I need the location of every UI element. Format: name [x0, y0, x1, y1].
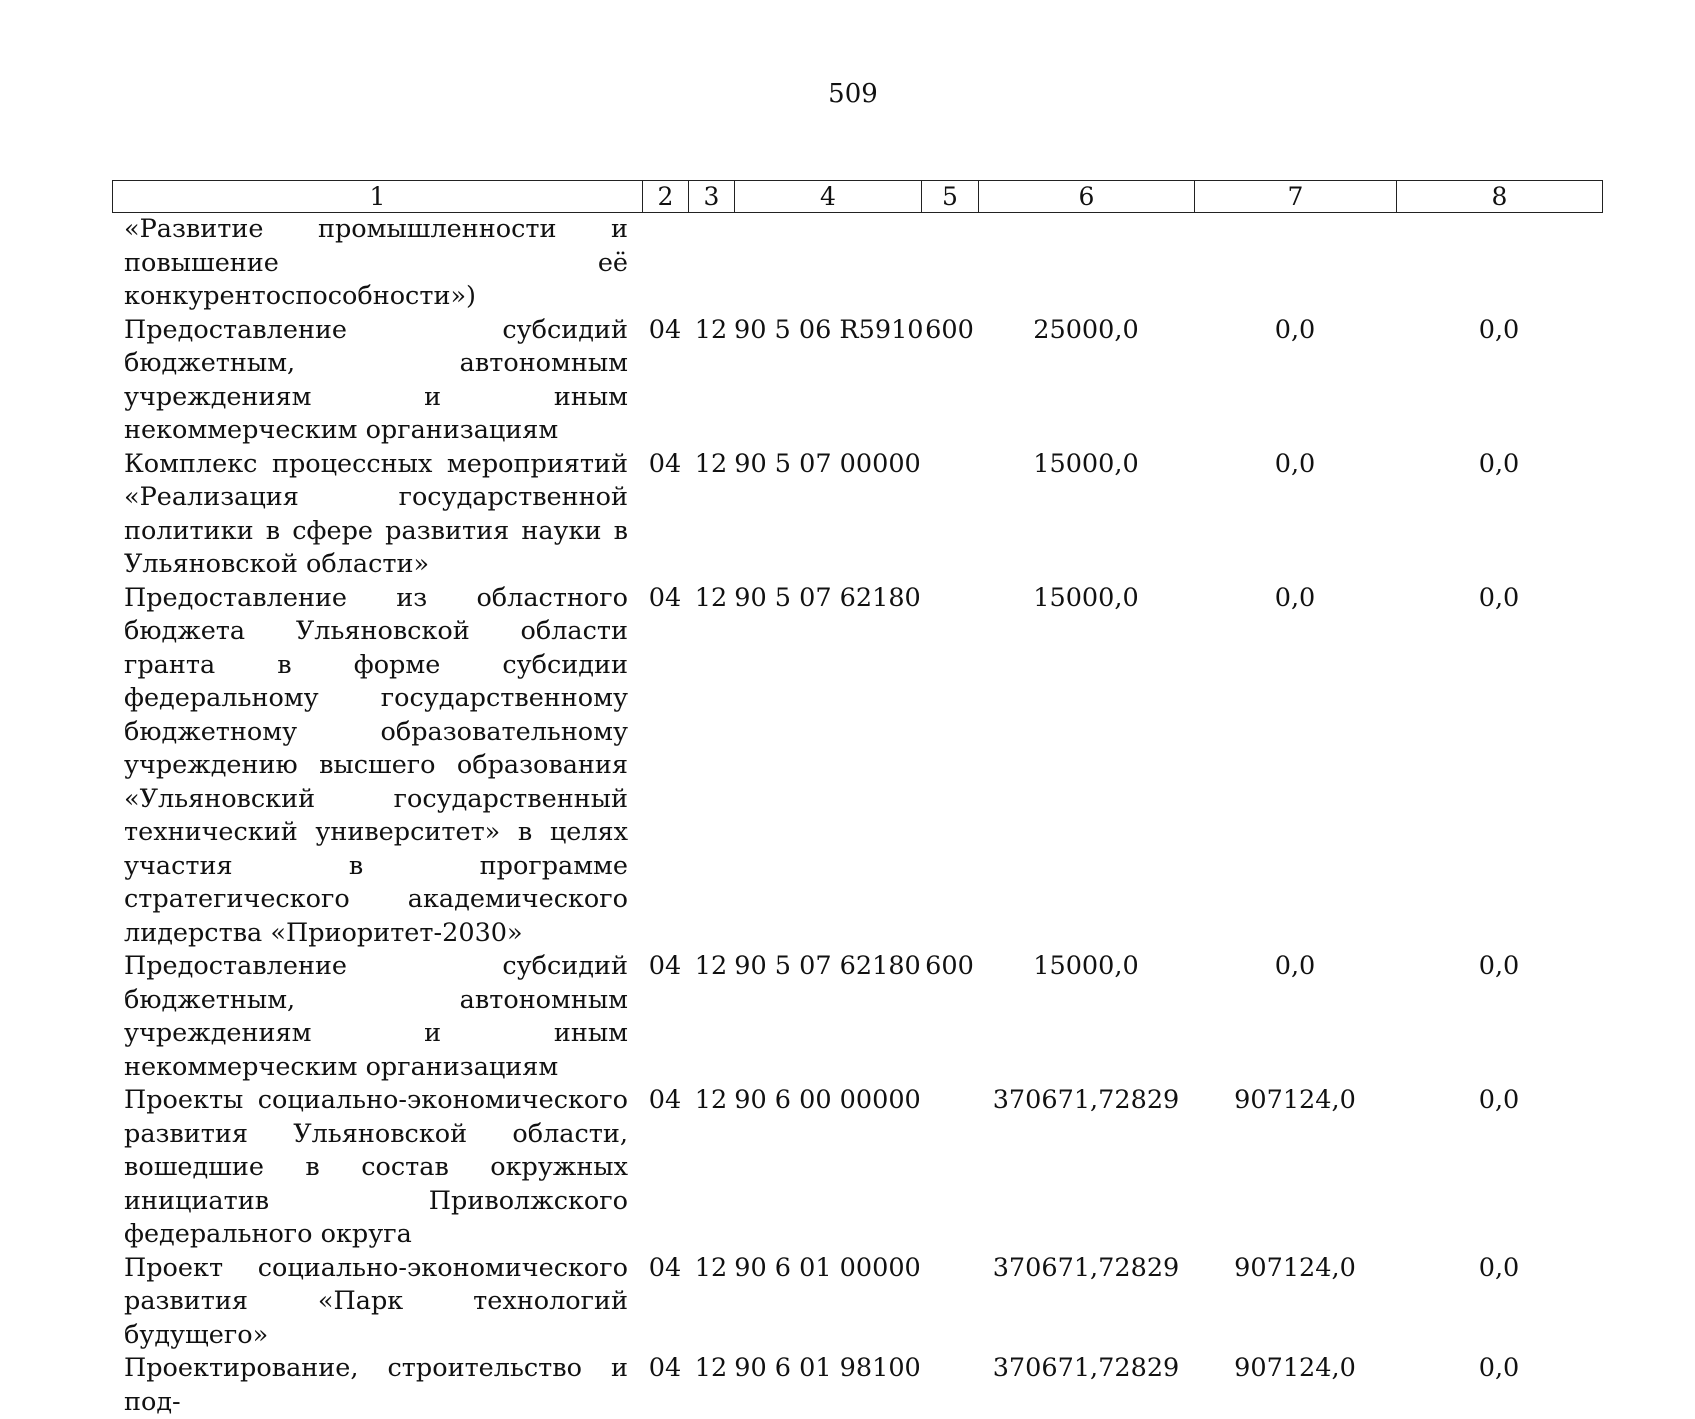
row-amount-7 [1194, 213, 1396, 314]
row-section: 04 [648, 582, 682, 613]
table-row [112, 448, 1602, 582]
row-expense-type: 600 [925, 314, 974, 345]
row-target-code: 90 6 01 98100 [734, 1353, 921, 1383]
row-expense-type [921, 448, 978, 582]
row-target-code: 90 5 07 00000 [734, 448, 921, 479]
row-amount-8: 0,0 [1478, 1252, 1520, 1283]
table-row [112, 314, 1602, 448]
row-name: Предоставление из областного бюджета Ульяновской области гранта в форме субсидии федеральному государственному бюджетному образовательному учреждению высшего образования «Ульяновский государственный технический университет» в целях участия в программе стратегического академического лидерства «Приоритет-2030» [124, 582, 628, 948]
table-header [112, 180, 1603, 213]
row-amount-6 [978, 213, 1194, 314]
row-target-code: 90 6 01 00000 [734, 1252, 921, 1283]
row-amount-6: 15000,0 [1033, 951, 1139, 981]
row-expense-type [921, 1252, 978, 1353]
row-amount-6: 15000,0 [1033, 448, 1139, 479]
row-amount-7: 0,0 [1274, 951, 1316, 981]
row-name: «Развитие промышленности и повышение её конкурентоспособности») [124, 214, 628, 311]
row-amount-6: 15000,0 [1033, 582, 1139, 613]
row-expense-type [921, 582, 978, 951]
column-header-3: 3 [689, 181, 735, 213]
row-name: Предоставление субсидий бюджетным, автономным учреждениям и иным некоммерческим организациям [124, 951, 628, 1082]
row-amount-6: 370671,72829 [992, 1085, 1180, 1115]
row-section [642, 213, 688, 314]
column-header-2: 2 [643, 181, 689, 213]
row-target-code: 90 5 07 62180 [734, 951, 921, 981]
row-target-code: 90 6 00 00000 [734, 1085, 921, 1115]
row-expense-type [921, 1084, 978, 1252]
row-amount-8: 0,0 [1478, 448, 1520, 479]
table-row [112, 1252, 1602, 1353]
row-amount-8 [1396, 213, 1602, 314]
row-section: 04 [648, 1353, 682, 1383]
table-body [112, 213, 1602, 1419]
row-amount-7: 907124,0 [1234, 1085, 1356, 1115]
table-row [112, 1084, 1602, 1252]
row-amount-7: 0,0 [1274, 448, 1316, 479]
row-target-code: 90 5 06 R5910 [734, 314, 924, 345]
row-amount-7: 0,0 [1274, 314, 1316, 345]
table-row [112, 213, 1602, 314]
row-subsection: 12 [694, 314, 728, 345]
row-amount-8: 0,0 [1478, 1085, 1520, 1115]
row-amount-7: 907124,0 [1234, 1252, 1356, 1283]
table-row [112, 950, 1602, 1084]
row-subsection [688, 213, 734, 314]
row-subsection: 12 [694, 1252, 728, 1283]
column-header-6: 6 [979, 181, 1195, 213]
row-subsection: 12 [694, 1353, 728, 1383]
row-amount-8: 0,0 [1478, 1353, 1520, 1383]
row-name: Предоставление субсидий бюджетным, автономным учреждениям и иным некоммерческим организациям [124, 314, 628, 445]
row-target-code [734, 213, 921, 314]
table-row [112, 582, 1602, 951]
row-amount-8: 0,0 [1478, 314, 1520, 345]
row-amount-6: 25000,0 [1033, 314, 1139, 345]
row-section: 04 [648, 1252, 682, 1283]
row-amount-8: 0,0 [1478, 951, 1520, 981]
row-amount-6: 370671,72829 [992, 1353, 1180, 1383]
column-header-8: 8 [1397, 181, 1603, 213]
row-amount-7: 907124,0 [1234, 1353, 1356, 1383]
column-header-4: 4 [735, 181, 922, 213]
row-amount-8: 0,0 [1478, 582, 1520, 613]
row-name: Проект социально-экономического развития «Парк технологий будущего» [124, 1252, 628, 1350]
row-amount-6: 370671,72829 [992, 1252, 1180, 1283]
row-section: 04 [648, 1085, 682, 1115]
row-section: 04 [648, 448, 682, 479]
row-expense-type [921, 1352, 978, 1419]
row-subsection: 12 [694, 1085, 728, 1115]
row-subsection: 12 [694, 582, 728, 613]
row-target-code: 90 5 07 62180 [734, 582, 921, 613]
row-section: 04 [648, 314, 682, 345]
page-number: 509 [828, 79, 878, 109]
row-name: Проекты социально-экономического развития Ульяновской области, вошедшие в состав окружных инициатив Приволжского федерального округа [124, 1085, 628, 1249]
row-section: 04 [648, 951, 682, 981]
table-row [112, 1352, 1602, 1419]
column-header-1: 1 [113, 181, 643, 213]
row-name: Проектирование, строительство и под- [124, 1353, 628, 1417]
row-expense-type: 600 [925, 951, 974, 981]
column-header-5: 5 [922, 181, 979, 213]
row-expense-type [921, 213, 978, 314]
row-subsection: 12 [694, 951, 728, 981]
row-amount-7: 0,0 [1274, 582, 1316, 613]
row-name: Комплекс процессных мероприятий «Реализация государственной политики в сфере развития науки в Ульяновской области» [124, 448, 628, 579]
column-header-7: 7 [1195, 181, 1397, 213]
row-subsection: 12 [694, 448, 728, 479]
